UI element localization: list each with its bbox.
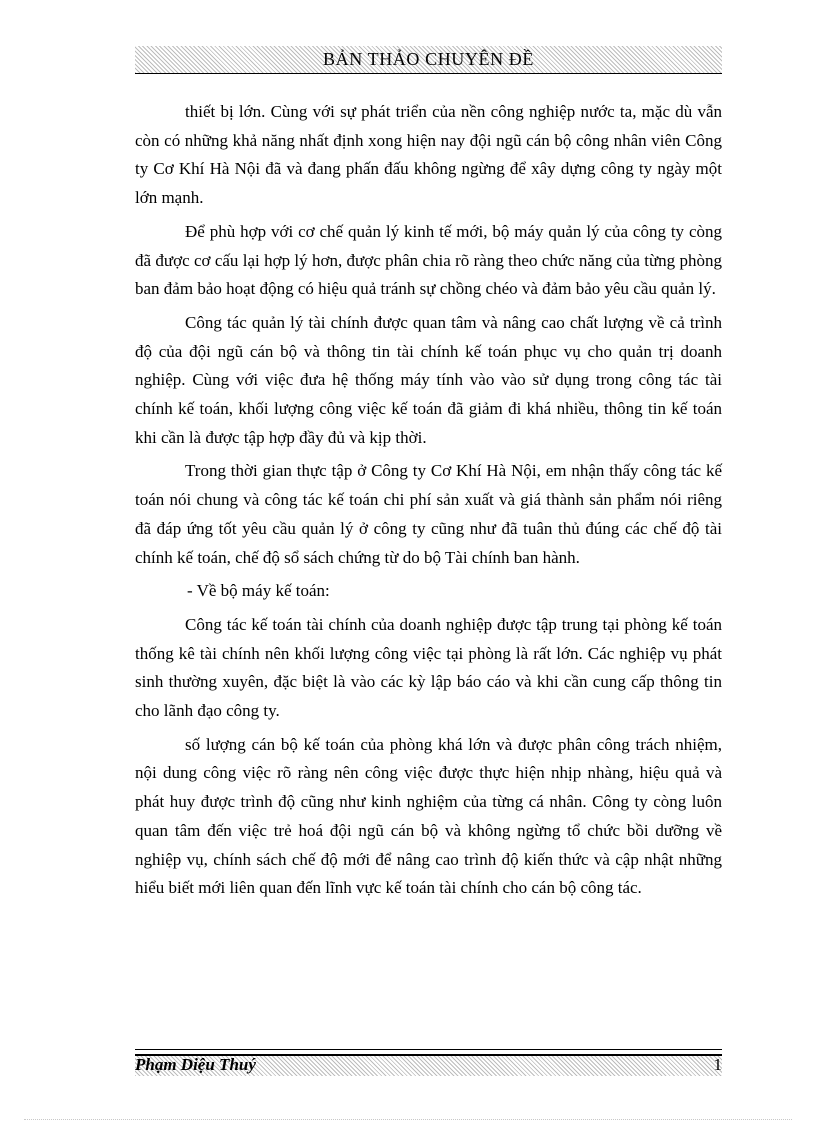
page-footer	[135, 1049, 722, 1077]
page-header	[135, 46, 722, 74]
paragraph: Công tác kế toán tài chính của doanh nghiệp được tập trung tại phòng kế toán thống kê tài chính nên khối lượng công việc tại phòng là rất lớn. Các nghiệp vụ phát sinh thường xuyên, đặc biệt là vào các kỳ lập báo cáo và khi cần cung cấp thông tin cho lãnh đạo công ty.	[135, 614, 722, 721]
document-body	[135, 98, 722, 908]
section-subheading: - Về bộ máy kế toán:	[187, 581, 330, 601]
page-number: 1	[713, 1055, 722, 1074]
paragraph: Công tác quản lý tài chính được quan tâm và nâng cao chất lượng về cả trình độ của đội ngũ cán bộ và thông tin tài chính kế toán phục vụ cho quản trị doanh nghiệp. Cùng với việc đưa hệ thống máy tính vào vào sử dụng trong công tác tài chính kế toán, khối lượng công việc kế toán đã giảm đi khá nhiều, thông tin kế toán khi cần là được tập hợp đầy đủ và kịp thời.	[135, 312, 722, 447]
paragraph: số lượng cán bộ kế toán của phòng khá lớn và được phân công trách nhiệm, nội dung công việc rõ ràng nên công việc được thực hiện nhịp nhàng, hiệu quả và phát huy được trình độ cũng như kinh nghiệm của từng cá nhân. Công ty còng luôn quan tâm đến việc trẻ hoá đội ngũ cán bộ và không ngừng tổ chức bồi dưỡng về nghiệp vụ, chính sách chế độ mới để nâng cao trình độ kiến thức và cập nhật những hiểu biết mới liên quan đến lĩnh vực kế toán tài chính cho cán bộ công tác.	[135, 734, 722, 898]
header-title: BẢN THẢO CHUYÊN ĐỀ	[323, 49, 534, 69]
footer-author: Phạm Diệu Thuý	[135, 1055, 256, 1074]
paragraph: thiết bị lớn. Cùng với sự phát triển của nền công nghiệp nước ta, mặc dù vẫn còn có những khả năng nhất định xong hiện nay đội ngũ cán bộ công nhân viên Công ty Cơ Khí Hà Nội đã và đang phấn đấu không ngừng để xây dựng công ty ngày một lớn mạnh.	[135, 102, 722, 208]
paragraph: Để phù hợp với cơ chế quản lý kinh tế mới, bộ máy quản lý của công ty còng đã được cơ cấu lại hợp lý hơn, được phân chia rõ ràng theo chức năng của từng phòng ban đảm bảo hoạt động có hiệu quả tránh sự chồng chéo và đảm bảo yêu cầu quản lý.	[135, 221, 722, 299]
paragraph: Trong thời gian thực tập ở Công ty Cơ Khí Hà Nội, em nhận thấy công tác kế toán nói chung và công tác kế toán chi phí sản xuất và giá thành sản phẩm nói riêng đã đáp ứng tốt yêu cầu quản lý ở công ty cũng như đã tuân thủ đúng các chế độ tài chính kế toán, chế độ sổ sách chứng từ do bộ Tài chính ban hành.	[135, 461, 722, 567]
page-edge-divider	[24, 1119, 792, 1120]
